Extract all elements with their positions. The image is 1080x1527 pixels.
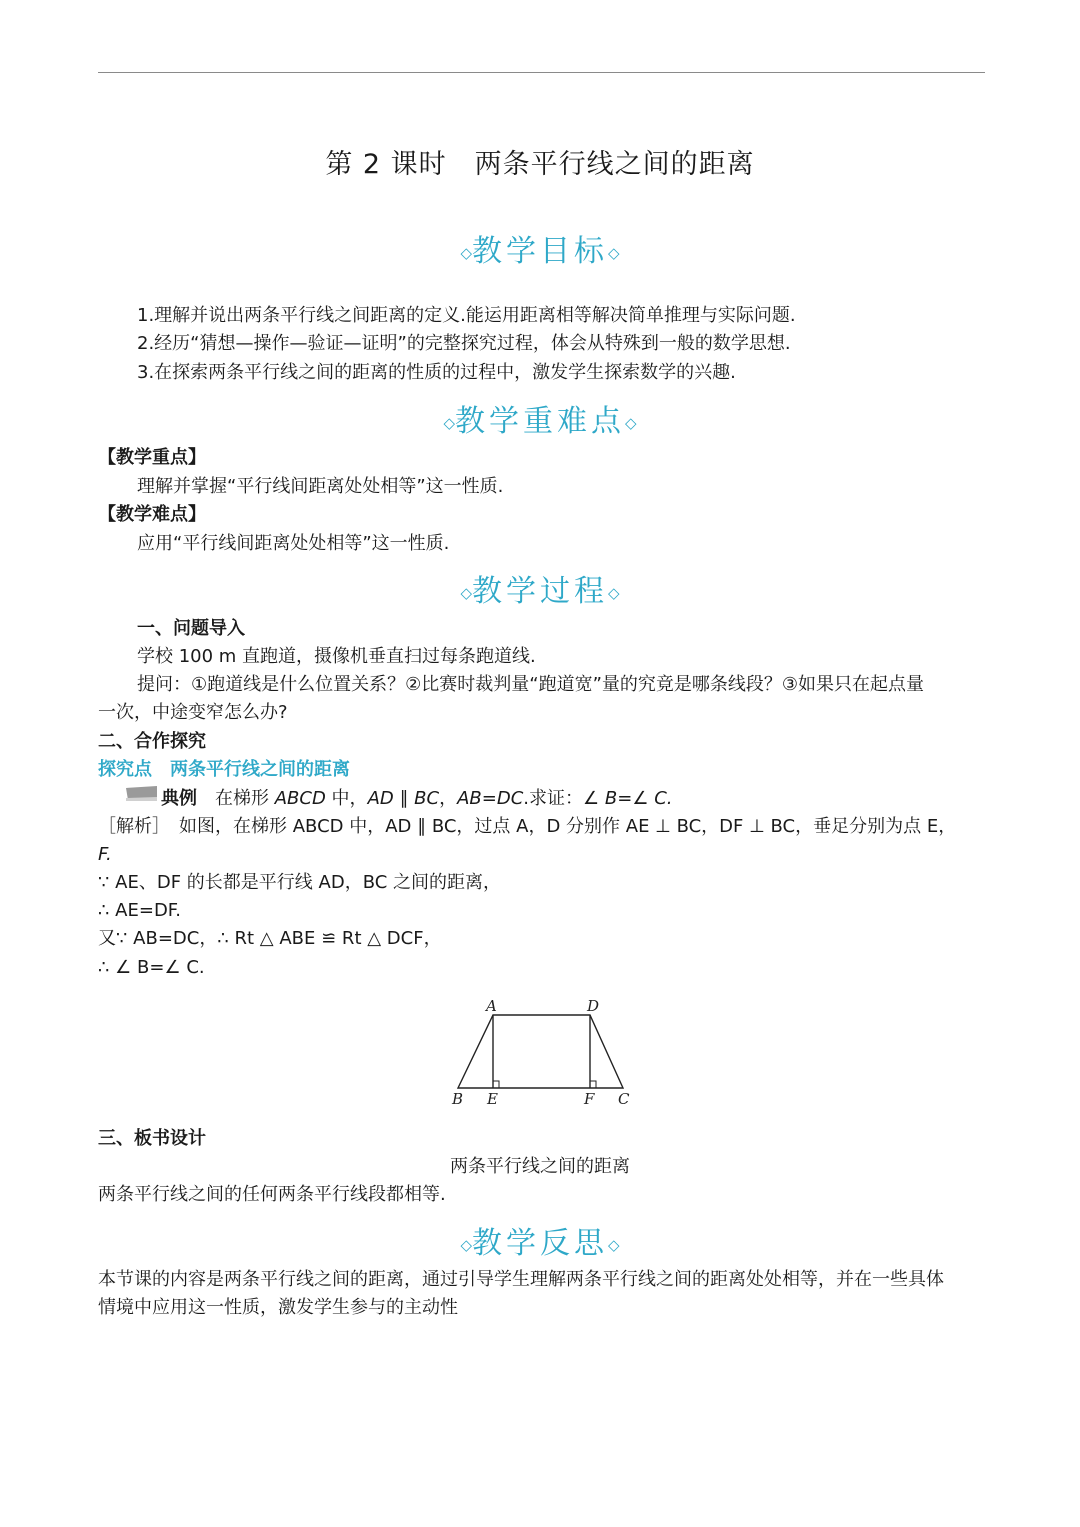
proof-line: 又∵ AB=DC，∴ Rt △ ABE ≌ Rt △ DCF，	[98, 928, 442, 949]
example-text: ，	[439, 788, 458, 809]
part1-line: 学校 100 m 直跑道，摄像机垂直扫过每条跑道线.	[137, 646, 536, 667]
trapezoid-figure	[440, 995, 640, 1110]
diamond-icon: ◇	[443, 414, 455, 432]
board-title: 两条平行线之间的距离	[450, 1156, 630, 1177]
example-text: 在梯形	[215, 788, 275, 809]
part1-line: 提问：①跑道线是什么位置关系？②比赛时裁判量“跑道宽”量的究竟是哪条线段？③如果只在起点量	[137, 674, 925, 695]
diamond-icon: ◇	[608, 244, 620, 262]
explore-point: 探究点 两条平行线之间的距离	[98, 759, 350, 780]
label-c: C	[618, 1090, 630, 1108]
example-text: =∠	[617, 788, 655, 809]
section-heading-goals: ◇教学目标◇	[460, 234, 620, 269]
proof-line: ∵ AE、DF 的长都是平行线 AD，BC 之间的距离，	[98, 872, 502, 893]
page-title: 第 2 课时 两条平行线之间的距离	[325, 149, 755, 180]
example-line	[161, 785, 673, 813]
proof-line: ∴ ∠ B=∠ C.	[98, 957, 205, 978]
focus-text: 理解并掌握“平行线间距离处处相等”这一性质.	[137, 476, 504, 497]
diamond-icon: ◇	[460, 584, 472, 602]
example-text: AD ∥ BC	[367, 788, 440, 809]
analysis-line: ［解析］ 如图，在梯形 ABCD 中，AD ∥ BC，过点 A，D 分别作 AE ⊥ BC，DF ⊥ BC，垂足分别为点 E，	[98, 816, 957, 837]
example-text: C.	[654, 788, 673, 809]
analysis-line: F.	[98, 844, 112, 865]
example-text: AB=DC	[457, 788, 524, 809]
right-angle-mark-e	[493, 1081, 499, 1088]
part3-heading: 三、板书设计	[98, 1128, 206, 1149]
example-badge-icon	[124, 785, 159, 802]
diamond-icon: ◇	[460, 1236, 472, 1254]
section-heading-key: ◇教学重难点◇	[443, 404, 637, 439]
difficulty-label: 【教学难点】	[98, 504, 206, 525]
reflection-line: 情境中应用这一性质，激发学生参与的主动性	[98, 1297, 458, 1318]
diamond-icon: ◇	[608, 584, 620, 602]
reflection-line: 本节课的内容是两条平行线之间的距离，通过引导学生理解两条平行线之间的距离处处相等，并在一些具体	[98, 1269, 944, 1290]
example-label: 典例	[161, 788, 197, 809]
focus-label: 【教学重点】	[98, 447, 206, 468]
section-heading-reflection: ◇教学反思◇	[460, 1226, 620, 1261]
diamond-icon: ◇	[608, 1236, 620, 1254]
part1-heading: 一、问题导入	[137, 618, 245, 639]
label-a: A	[486, 997, 497, 1015]
header-rule	[98, 72, 985, 73]
example-text: B	[604, 788, 618, 809]
label-b: B	[452, 1090, 464, 1108]
example-text: 中，	[325, 788, 368, 809]
diamond-icon: ◇	[460, 244, 472, 262]
part1-line: 一次，中途变窄怎么办?	[98, 702, 288, 723]
right-angle-mark-f	[590, 1081, 596, 1088]
example-text: ABCD	[274, 788, 326, 809]
difficulty-text: 应用“平行线间距离处处相等”这一性质.	[137, 533, 450, 554]
part2-heading: 二、合作探究	[98, 731, 206, 752]
label-d: D	[587, 997, 600, 1015]
diamond-icon: ◇	[625, 414, 637, 432]
goal-item: 2.经历“猜想—操作—验证—证明”的完整探究过程，体会从特殊到一般的数学思想.	[137, 333, 791, 354]
goal-item: 3.在探索两条平行线之间的距离的性质的过程中，激发学生探索数学的兴趣.	[137, 362, 736, 383]
label-e: E	[487, 1090, 498, 1108]
board-text: 两条平行线之间的任何两条平行线段都相等.	[98, 1184, 446, 1205]
example-text: .求证：∠	[523, 788, 605, 809]
trapezoid-outline	[458, 1015, 623, 1088]
label-f: F	[584, 1090, 595, 1108]
section-heading-process: ◇教学过程◇	[460, 574, 620, 609]
proof-line: ∴ AE=DF.	[98, 900, 181, 921]
goal-item: 1.理解并说出两条平行线之间距离的定义.能运用距离相等解决简单推理与实际问题.	[137, 305, 796, 326]
